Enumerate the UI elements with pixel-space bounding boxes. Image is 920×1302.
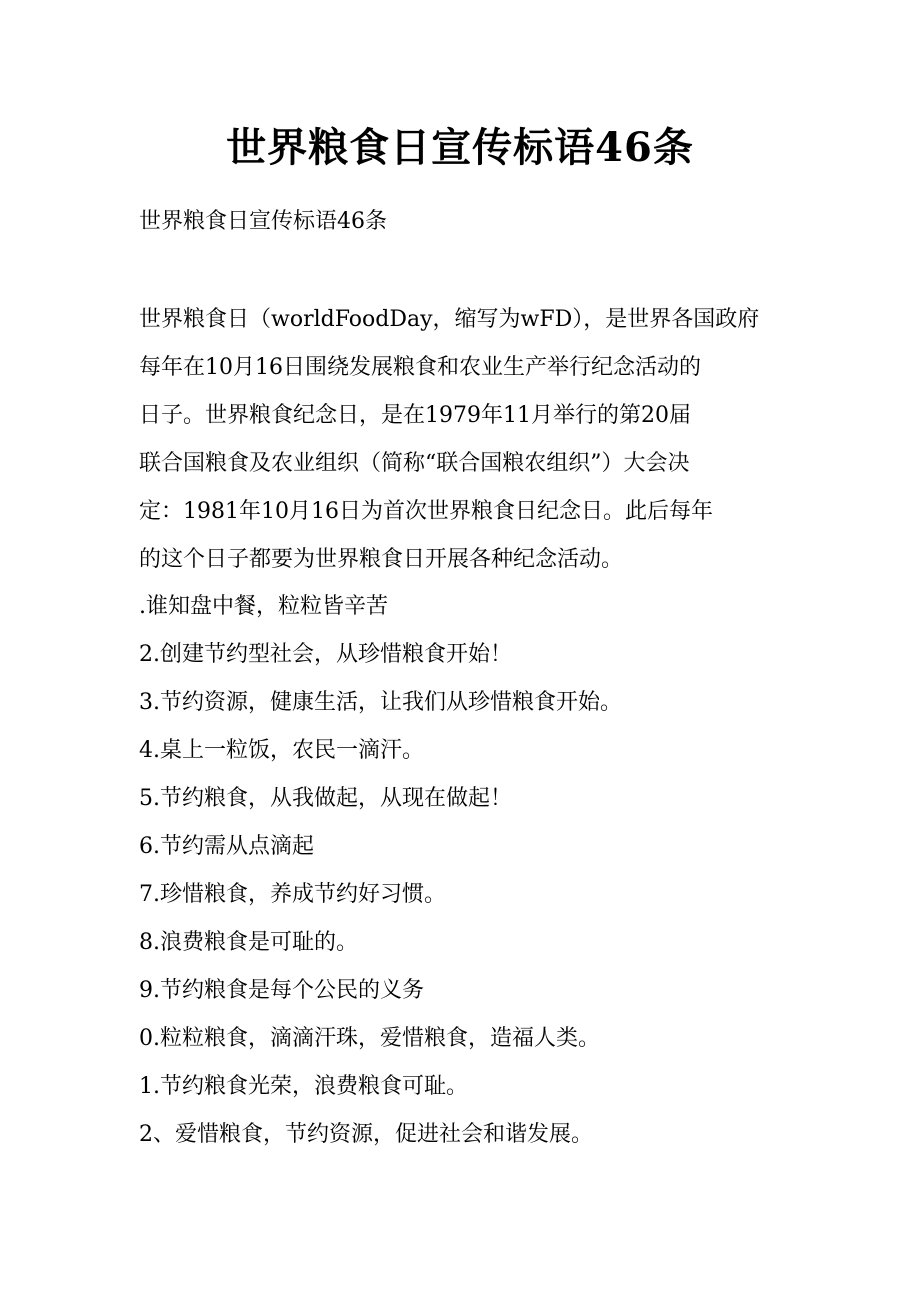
intro-line: 每年在10月16日围绕发展粮食和农业生产举行纪念活动的 [139, 355, 701, 380]
intro-line: 联合国粮食及农业组织（简称“联合国粮农组织”）大会决 [139, 451, 690, 476]
intro-line: 日子。世界粮食纪念日，是在1979年11月举行的第20届 [139, 403, 691, 428]
document-title: 世界粮食日宣传标语46条 [226, 124, 694, 171]
slogan-item: 0.粒粒粮食，滴滴汗珠，爱惜粮食，造福人类。 [139, 1026, 600, 1051]
slogan-item: 5.节约粮食，从我做起，从现在做起！ [139, 786, 512, 811]
intro-line: 世界粮食日（worldFoodDay，缩写为wFD），是世界各国政府 [139, 307, 760, 332]
slogan-item: .谁知盘中餐，粒粒皆辛苦 [139, 594, 388, 619]
slogan-item: 3.节约资源，健康生活，让我们从珍惜粮食开始。 [139, 690, 622, 715]
slogan-item: 2.创建节约型社会，从珍惜粮食开始！ [139, 642, 512, 667]
slogan-item: 6.节约需从点滴起 [139, 834, 314, 859]
slogan-item: 7.珍惜粮食，养成节约好习惯。 [139, 882, 446, 907]
slogan-list [139, 583, 789, 1159]
slogan-item: 8.浪费粮食是可耻的。 [139, 930, 358, 955]
slogan-item: 4.桌上一粒饭，农民一滴汗。 [139, 738, 424, 763]
slogan-item: 1.节约粮食光荣，浪费粮食可耻。 [139, 1074, 468, 1099]
intro-paragraph [139, 296, 789, 584]
document-subtitle: 世界粮食日宣传标语46条 [139, 209, 387, 234]
intro-line: 定：1981年10月16日为首次世界粮食日纪念日。此后每年 [139, 499, 713, 524]
slogan-item: 2、爱惜粮食，节约资源，促进社会和谐发展。 [139, 1122, 593, 1147]
intro-line: 的这个日子都要为世界粮食日开展各种纪念活动。 [139, 547, 624, 572]
slogan-item: 9.节约粮食是每个公民的义务 [139, 978, 424, 1003]
